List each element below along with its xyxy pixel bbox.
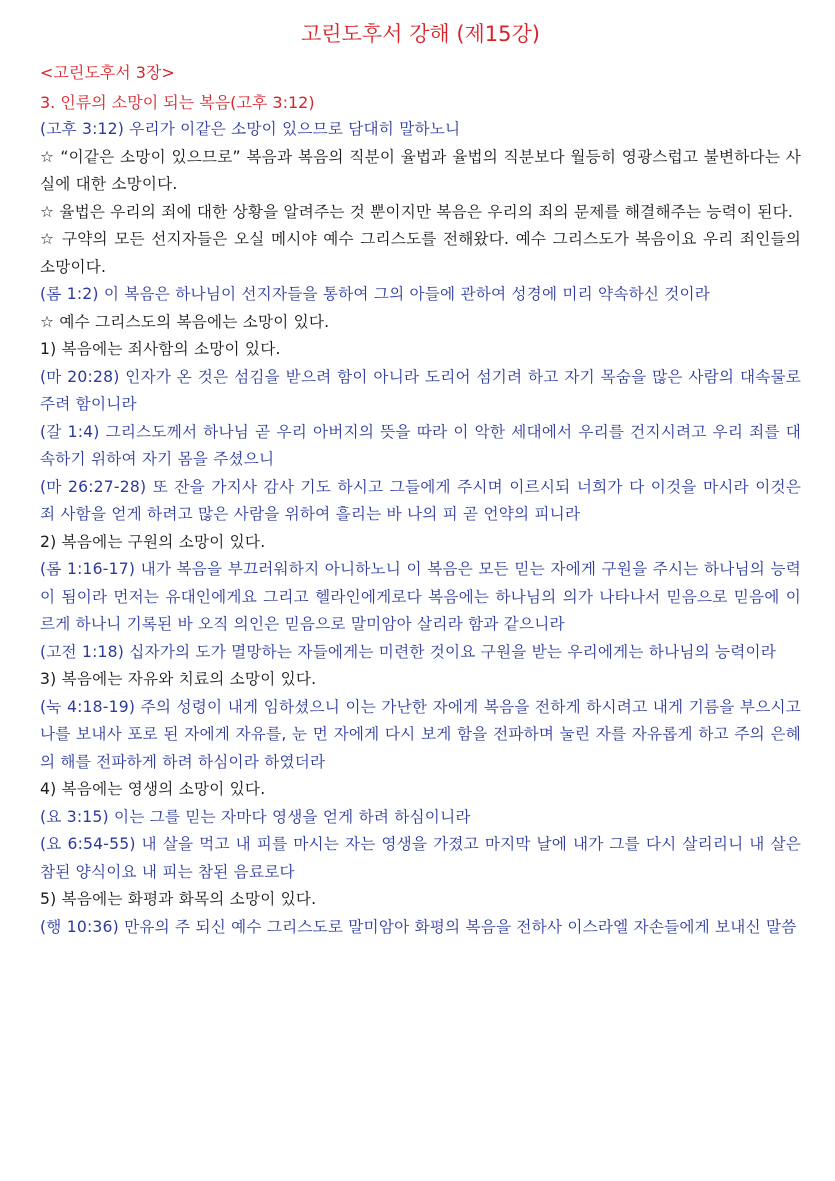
verse-paragraph: (마 26:27-28) 또 잔을 가지사 감사 기도 하시고 그들에게 주시며 이르시되 너희가 다 이것을 마시라 이것은 죄 사함을 얻게 하려고 많은 사람을 위하여 흘리는 바 나의 피 곧 언약의 피니라 [40,477,801,523]
verse-paragraph: (갈 1:4) 그리스도께서 하나님 곧 우리 아버지의 뜻을 따라 이 악한 세대에서 우리를 건지시려고 우리 죄를 대속하기 위하여 자기 몸을 주셨으니 [40,422,801,468]
point-heading: 4) 복음에는 영생의 소망이 있다. [40,780,266,798]
verse-paragraph: (고후 3:12) 우리가 이같은 소망이 있으므로 담대히 말하노니 [40,120,461,138]
note-paragraph: ☆ 구약의 모든 선지자들은 오실 메시야 예수 그리스도를 전해왔다. 예수 그리스도가 복음이요 우리 죄인들의 소망이다. [40,230,801,276]
section-heading: 3. 인류의 소망이 되는 복음(고후 3:12) [40,93,315,112]
verse-paragraph: (마 20:28) 인자가 온 것은 섬김을 받으려 함이 아니라 도리어 섬기려 하고 자기 목숨을 많은 사람의 대속물로 주려 함이니라 [40,367,801,413]
verse-paragraph: (고전 1:18) 십자가의 도가 멸망하는 자들에게는 미련한 것이요 구원을 받는 우리에게는 하나님의 능력이라 [40,642,777,661]
point-heading: 3) 복음에는 자유와 치료의 소망이 있다. [40,670,317,688]
note-paragraph: ☆ 예수 그리스도의 복음에는 소망이 있다. [40,312,330,331]
page-title: 고린도후서 강해 (제15강) [300,22,541,46]
verse-paragraph: (요 6:54-55) 내 살을 먹고 내 피를 마시는 자는 영생을 가졌고 마지막 날에 내가 그를 다시 살리리니 내 살은 참된 양식이요 내 피는 참된 음료로다 [40,835,801,881]
point-heading: 5) 복음에는 화평과 화목의 소망이 있다. [40,890,317,908]
verse-paragraph: (롬 1:16-17) 내가 복음을 부끄러워하지 아니하노니 이 복음은 모든 믿는 자에게 구원을 주시는 하나님의 능력이 됨이라 먼저는 유대인에게요 그리고 헬라인에게로다 복음에는 하나님의 의가 나타나서 믿음으로 믿음에 이르게 하나니 기록된 바 오직 의인은 믿음으로 말미암아 살리라 함과 같으니라 [40,560,801,633]
point-heading: 1) 복음에는 죄사함의 소망이 있다. [40,340,281,358]
point-heading: 2) 복음에는 구원의 소망이 있다. [40,532,266,551]
verse-paragraph: (롬 1:2) 이 복음은 하나님이 선지자들을 통하여 그의 아들에 관하여 성경에 미리 약속하신 것이라 [40,285,711,303]
verse-paragraph: (요 3:15) 이는 그를 믿는 자마다 영생을 얻게 하려 하심이니라 [40,807,471,826]
note-paragraph: ☆ 율법은 우리의 죄에 대한 상황을 알려주는 것 뿐이지만 복음은 우리의 죄의 문제를 해결해주는 능력이 된다. [40,202,794,221]
chapter-heading: <고린도후서 3장> [40,63,175,82]
note-paragraph: ☆ “이같은 소망이 있으므로” 복음과 복음의 직분이 율법과 율법의 직분보다 월등히 영광스럽고 불변하다는 사실에 대한 소망이다. [40,147,801,193]
verse-paragraph: (행 10:36) 만유의 주 되신 예수 그리스도로 말미암아 화평의 복음을 전하사 이스라엘 자손들에게 보내신 말씀 [40,917,797,936]
verse-paragraph: (눅 4:18-19) 주의 성령이 내게 임하셨으니 이는 가난한 자에게 복음을 전하게 하시려고 내게 기름을 부으시고 나를 보내사 포로 된 자에게 자유를, 눈 먼 자에게 다시 보게 함을 전파하며 눌린 자를 자유롭게 하고 주의 은혜의 해를 전파하게 하려 하심이라 하였더라 [40,697,801,771]
